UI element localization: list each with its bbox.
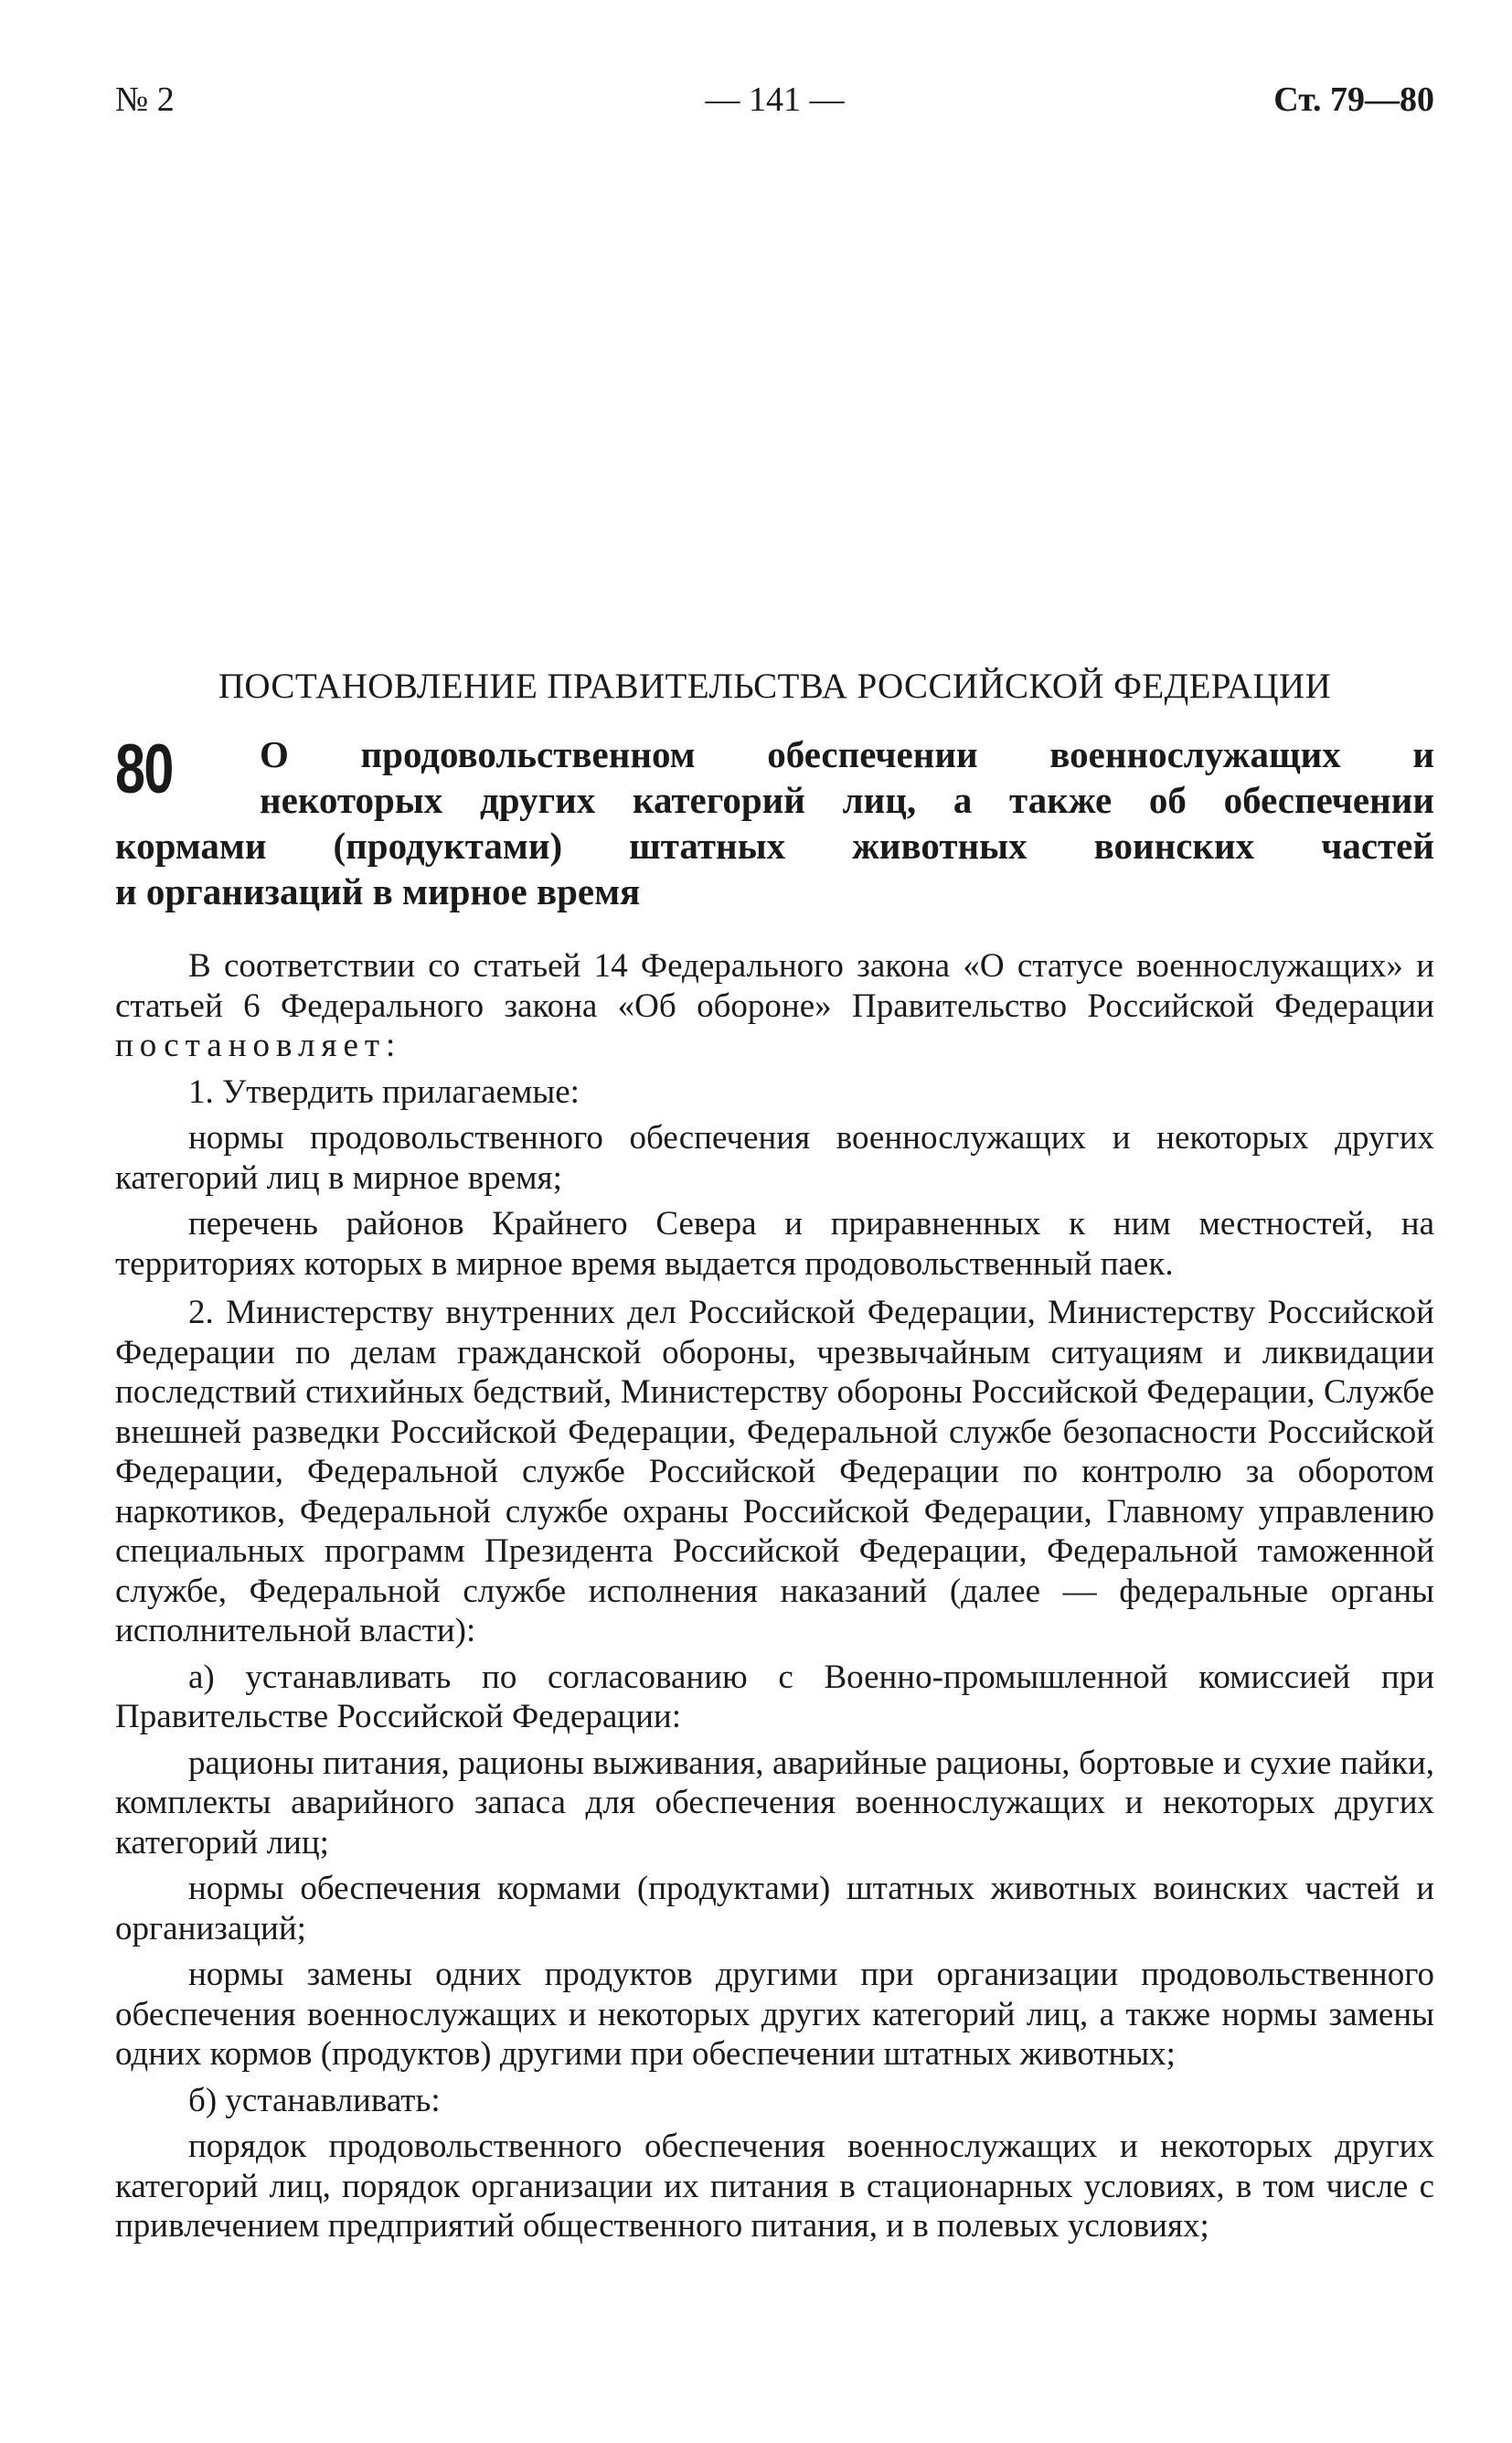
decree-title	[115, 731, 1434, 914]
preamble-text: В соответствии со статьей 14 Федерального закона «О статусе военнослужащих» и статьей 6 Федерального закона «Об обороне» Правительство Российской Федерации	[115, 947, 1434, 1025]
paragraph: 1. Утвердить прилагаемые:	[188, 1072, 580, 1111]
title-line: некоторых других категорий лиц, а также об обеспечении	[260, 779, 1434, 821]
decree-title-block	[115, 731, 1434, 914]
paragraph: нормы продовольственного обеспечения военнослужащих и некоторых других категорий лиц в мирное время;	[115, 1119, 1434, 1197]
preamble-paragraph	[115, 946, 1434, 1066]
page-number: — 141 —	[705, 80, 845, 119]
title-line: кормами (продуктами) штатных животных воинских частей	[115, 825, 1434, 867]
article-number: 80	[115, 731, 173, 808]
title-line: О продовольственном обеспечении военнослужащих и	[260, 733, 1434, 775]
issue-number: № 2	[115, 80, 175, 119]
paragraph: б) устанавливать:	[188, 2081, 441, 2119]
decree-heading: ПОСТАНОВЛЕНИЕ ПРАВИТЕЛЬСТВА РОССИЙСКОЙ ФЕДЕРАЦИИ	[218, 667, 1332, 706]
paragraph: рационы питания, рационы выживания, аварийные рационы, бортовые и сухие пайки, комплекты аварийного запаса для обеспечения военнослужащих и некоторых других категорий лиц;	[115, 1744, 1434, 1862]
decrees-colon: :	[386, 1027, 396, 1064]
article-range: Ст. 79—80	[1273, 80, 1434, 119]
running-header	[115, 77, 1434, 123]
paragraph: 2. Министерству внутренних дел Российской Федерации, Министерству Российской Федерации по делам гражданской обороны, чрезвычайным ситуациям и ликвидации последствий стихийных бедствий, Министерству обороны Российской Федерации, Службе внешней разведки Российской Федерации, Федеральной службе безопасности Российской Федерации, Федеральной службе Российской Федерации по контролю за оборотом наркотиков, Федеральной службе охраны Российской Федерации, Главному управлению специальных программ Президента Российской Федерации, Федеральной таможенной службе, Федеральной службе исполнения наказаний (далее — федеральные органы исполнительной власти):	[115, 1294, 1434, 1649]
paragraph: порядок продовольственного обеспечения военнослужащих и некоторых других категорий лиц, порядок организации их питания в стационарных условиях, в том числе с привлечением предприятий общественного питания, и в полевых условиях;	[115, 2128, 1434, 2245]
paragraph: нормы замены одних продуктов другими при организации продовольственного обеспечения военнослужащих и некоторых других категорий лиц, а также нормы замены одних кормов (продуктов) другими при обеспечении штатных животных;	[115, 1956, 1434, 2073]
decree-body	[115, 946, 1434, 2253]
title-line: и организаций в мирное время	[115, 870, 641, 912]
paragraph: а) устанавливать по согласованию с Военно-промышленной комиссией при Правительстве Российской Федерации:	[115, 1658, 1434, 1735]
decrees-word: постановляет	[115, 1027, 387, 1064]
paragraph: перечень районов Крайнего Севера и приравненных к ним местностей, на территориях которых в мирное время выдается продовольственный паек.	[115, 1205, 1434, 1283]
document-page	[115, 0, 1434, 2443]
paragraph: нормы обеспечения кормами (продуктами) штатных животных воинских частей и организаций;	[115, 1870, 1434, 1947]
